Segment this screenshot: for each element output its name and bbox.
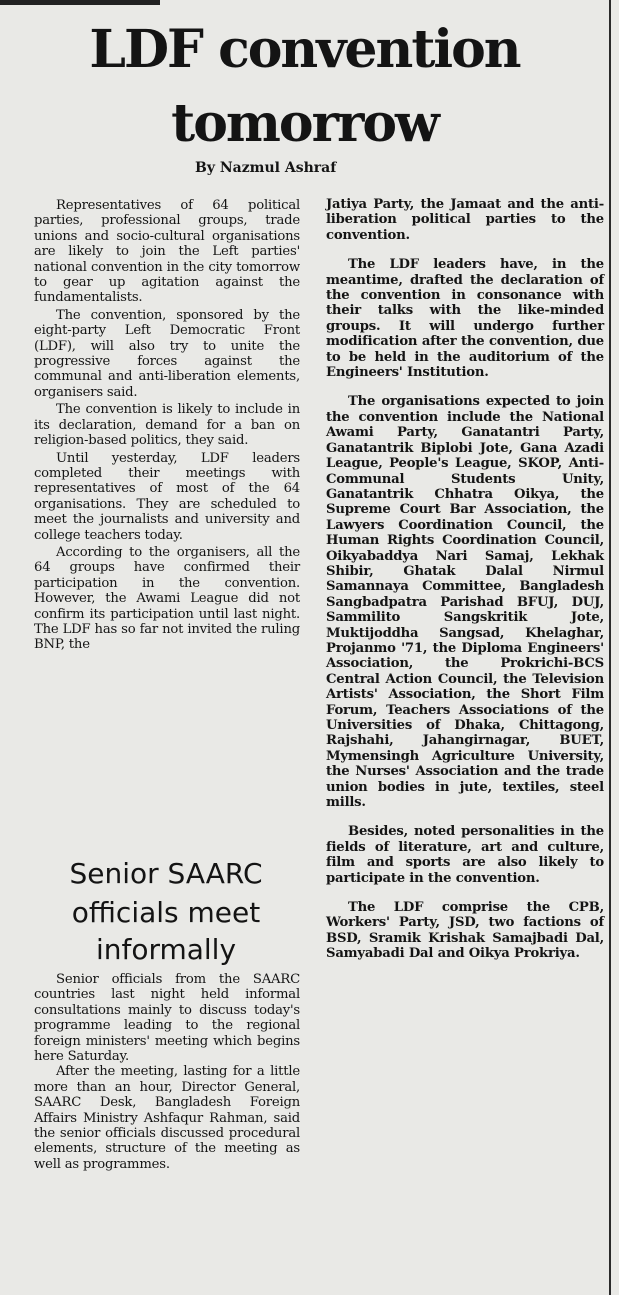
sidebar-headline-continued: officials meet [71, 896, 261, 929]
paragraph: Besides, noted personalities in the fields of literature, art and culture, film and sports are also likely to participate in the convention. [326, 824, 604, 886]
paragraph: The convention, sponsored by the eight-party Left Democratic Front (LDF), will also try to unite the progressive forces against the communal and anti-liberation elements, organisers said. [34, 307, 300, 400]
sidebar-article-body [34, 972, 300, 1172]
paragraph: Jatiya Party, the Jamaat and the anti-liberation political parties to the convention. [326, 197, 604, 243]
paragraph: Senior officials from the SAARC countries last night held informal consultations mainly to discuss today's programme leading to the regional foreign ministers' meeting which begins here Saturday. [34, 972, 300, 1065]
sidebar-headline: Senior SAARC [69, 857, 263, 890]
paragraph: The LDF leaders have, in the meantime, drafted the declaration of the convention in consonance with their talks with the like-minded groups. It will undergo further modification after the convention, due to be held in the auditorium of the Engineers' Institution. [326, 257, 604, 381]
paragraph: According to the organisers, all the 64 groups have confirmed their participation in the convention. However, the Awami League did not confirm its participation until last night. The LDF has so far not invited the ruling BNP, the [34, 544, 300, 653]
top-rule [0, 0, 160, 5]
article-column-right [326, 197, 604, 962]
paragraph: Representatives of 64 political parties, professional groups, trade unions and socio-cultural organisations are likely to join the Left parties' national convention in the city tomorrow to gear up agitation against the fundamentalists. [34, 198, 300, 306]
headline: LDF convention [89, 19, 520, 80]
headline-continued: tomorrow [171, 93, 438, 154]
sidebar-headline-continued: informally [95, 933, 237, 966]
article-column-left [34, 198, 300, 653]
paragraph: The convention is likely to include in its declaration, demand for a ban on religion-based politics, they said. [34, 402, 300, 449]
paragraph: The organisations expected to join the convention include the National Awami Party, Ganatantri Party, Ganatantrik Biplobi Jote, Gana Azadi League, People's League, SKOP, Anti-Communal Students Unity, Ganatantrik Chhatra Oikya, the Supreme Court Bar Association, the Lawyers Coordination Council, the Human Rights Coordination Council, Oikyabaddya Nari Samaj, Lekhak Shibir, Ghatak Dalal Nirmul Samannaya Committee, Bangladesh Sangbadpatra Parishad BFUJ, DUJ, Sammilito Sangskritik Jote, Muktijoddha Sangsad, Khelaghar, Projanmo '71, the Diploma Engineers' Association, the Prokrichi-BCS Central Action Council, the Television Artists' Association, the Short Film Forum, Teachers Associations of the Universities of Dhaka, Chittagong, Rajshahi, Jahangirnagar, BUET, Mymensingh Agriculture University, the Nurses' Association and the trade union bodies in jute, textiles, steel mills. [326, 394, 604, 811]
paragraph: After the meeting, lasting for a little more than an hour, Director General, SAARC Desk, Bangladesh Foreign Affairs Ministry Ashfaqur Rahman, said the senior officials discussed procedural elements, structure of the meeting as well as programmes. [34, 1064, 300, 1172]
byline: By Nazmul Ashraf [195, 160, 337, 176]
paragraph: Until yesterday, LDF leaders completed their meetings with representatives of most of the 64 organisations. They are scheduled to meet the journalists and university and college teachers today. [34, 450, 300, 543]
column-rule [609, 0, 611, 1295]
paragraph: The LDF comprise the CPB, Workers' Party, JSD, two factions of BSD, Sramik Krishak Samajbadi Dal, Samyabadi Dal and Oikya Prokriya. [326, 900, 604, 962]
